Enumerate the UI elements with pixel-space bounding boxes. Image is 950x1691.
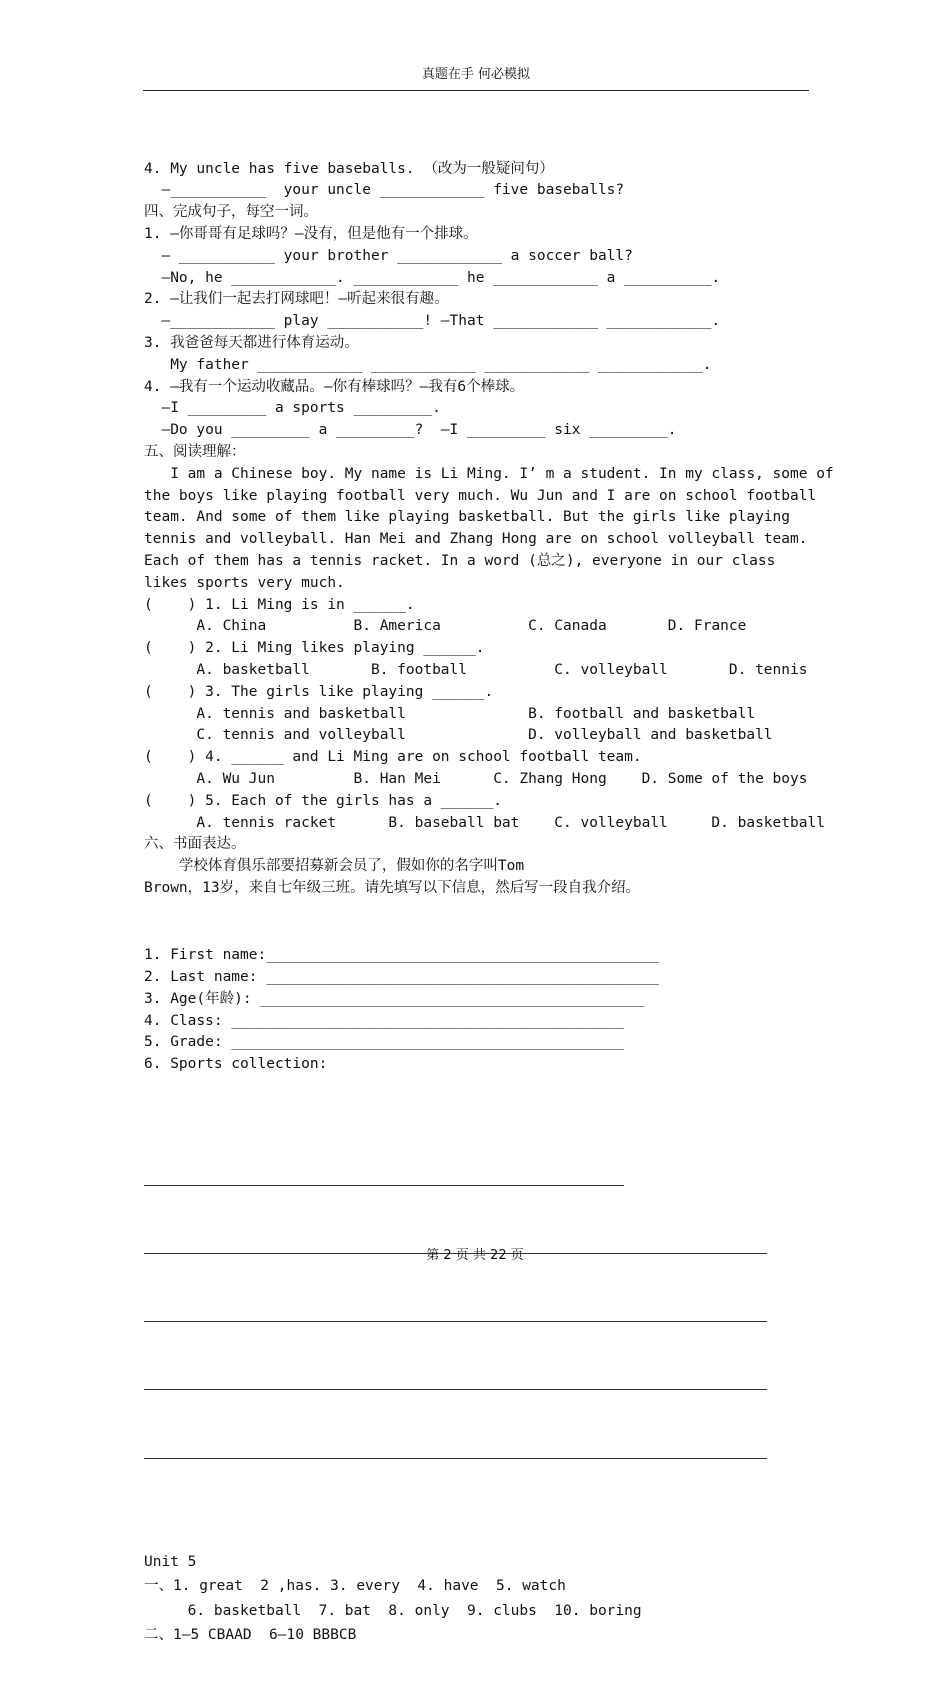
exercise-section: [144, 159, 834, 900]
writing-line: [144, 1298, 767, 1323]
page-footer: 第 2 页 共 22 页: [426, 1248, 524, 1263]
text-line: the boys like playing football very much. Wu Jun and I are on school football: [144, 487, 817, 504]
text-line: likes sports very much.: [144, 574, 345, 591]
text-line: A. tennis and basketball B. football and basketball: [144, 705, 756, 722]
writing-line: [144, 1434, 767, 1459]
text-line: 1. —你哥哥有足球吗？—没有，但是他有一个排球。: [144, 225, 478, 242]
text-line: 4. My uncle has five baseballs. （改为一般疑问句）: [144, 160, 554, 177]
info-field-line: 6. Sports collection:: [144, 1056, 328, 1073]
text-line: A. basketball B. football C. volleyball D. tennis: [144, 661, 808, 678]
text-line: 2. —让我们一起去打网球吧！—听起来很有趣。: [144, 291, 449, 308]
page-header: 真题在手 何必模拟: [143, 66, 809, 91]
answer-line: 6. basketball 7. bat 8. only 9. clubs 10. boring: [144, 1602, 642, 1619]
text-line: —____________ play ___________! —That ____________ ____________.: [144, 313, 721, 330]
text-line: 3. 我爸爸每天都进行体育运动。: [144, 334, 359, 351]
text-line: ( ) 5. Each of the girls has a ______.: [144, 792, 502, 809]
text-line: ( ) 2. Li Ming likes playing ______.: [144, 640, 485, 657]
text-line: My father ____________ ____________ ____________ ____________.: [144, 356, 712, 373]
info-field-line: 1. First name:_____________________________________________: [144, 947, 660, 964]
text-line: ( ) 1. Li Ming is in ______.: [144, 596, 415, 613]
answer-line: Unit 5: [144, 1553, 197, 1570]
text-line: — ___________ your brother ____________ a soccer ball?: [144, 247, 633, 264]
text-line: ( ) 4. ______ and Li Ming are on school football team.: [144, 749, 642, 766]
writing-line: [144, 1161, 624, 1186]
info-field-line: 4. Class: _____________________________________________: [144, 1012, 625, 1029]
text-line: 六、书面表达。: [144, 836, 246, 853]
text-line: 四、完成句子，每空一词。: [144, 204, 318, 221]
text-line: C. tennis and volleyball D. volleyball and basketball: [144, 727, 773, 744]
info-field-line: 5. Grade: _____________________________________________: [144, 1034, 625, 1051]
text-line: ( ) 3. The girls like playing ______.: [144, 683, 494, 700]
text-line: Each of them has a tennis racket. In a word (总之), everyone in our class: [144, 552, 776, 569]
text-line: tennis and volleyball. Han Mei and Zhang Hong are on school volleyball team.: [144, 531, 808, 548]
writing-lines: [144, 1118, 814, 1503]
text-line: A. China B. America C. Canada D. France: [144, 618, 747, 635]
text-line: 五、阅读理解：: [144, 443, 246, 460]
text-line: —I _________ a sports _________.: [144, 400, 441, 417]
text-line: 学校体育俱乐部要招募新会员了，假如你的名字叫Tom: [144, 858, 525, 875]
answer-line: 一、1. great 2 ,has. 3. every 4. have 5. watch: [144, 1578, 566, 1595]
text-line: —___________ your uncle ____________ five baseballs?: [144, 182, 625, 199]
text-line: 4. —我有一个运动收藏品。—你有棒球吗？—我有6个棒球。: [144, 378, 525, 395]
text-line: team. And some of them like playing basketball. But the girls like playing: [144, 509, 791, 526]
writing-line: [144, 1366, 767, 1391]
info-field-line: 3. Age(年龄): ____________________________________________: [144, 990, 645, 1007]
answer-key-section: [144, 1550, 814, 1648]
info-form-section: [144, 943, 814, 1074]
text-line: I am a Chinese boy. My name is Li Ming. I’ m a student. In my class, some of: [144, 465, 834, 482]
text-line: Brown，13岁，来自七年级三班。请先填写以下信息，然后写一段自我介绍。: [144, 879, 641, 896]
text-line: —No, he ____________. ____________ he ____________ a __________.: [144, 269, 721, 286]
document-body: [144, 115, 834, 1691]
info-field-line: 2. Last name: _____________________________________________: [144, 969, 660, 986]
text-line: A. Wu Jun B. Han Mei C. Zhang Hong D. Some of the boys: [144, 770, 808, 787]
text-line: A. tennis racket B. baseball bat C. volleyball D. basketball: [144, 814, 825, 831]
answer-line: 二、1—5 CBAAD 6—10 BBBCB: [144, 1627, 357, 1644]
text-line: —Do you _________ a _________? —I _________ six _________.: [144, 422, 677, 439]
